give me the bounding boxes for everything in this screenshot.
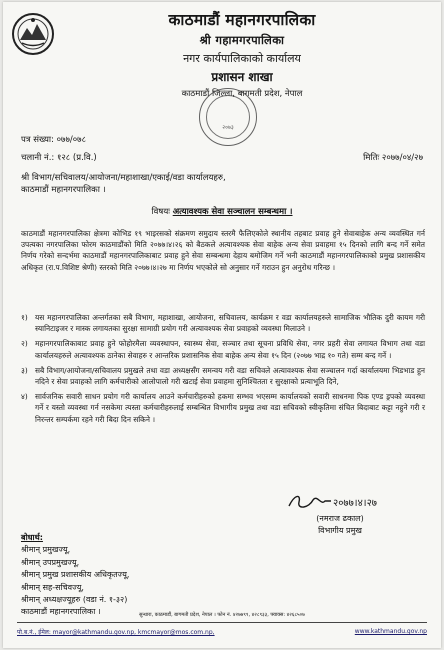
- cc-item: श्रीमान् प्रमुख प्रशासकीय अधिकृतज्यू,: [21, 570, 130, 580]
- cc-item: श्रीमान् अध्यक्षज्यूहरु (वडा नं. १-३२): [21, 595, 128, 605]
- signature-block: [285, 492, 395, 536]
- list-item-text: यस महानगरपालिका अन्तर्गतका सबै विभाग, महाशाखा, आयोजना, सचिवालय, कार्यक्रम र वडा कार्यालयहरुले सामाजिक भौतिक दुरी कायम गरी स्यानिटाइजर र मास्क लगायतका सुरक्षा सामाग्री प्रयोग गरी अत्यावश्यक सेवा प्रवाहको व्यवस्था मिलाउने ।: [35, 313, 425, 334]
- footer-website-link[interactable]: www.kathmandu.gov.np: [354, 628, 427, 635]
- signature-scrawl: [285, 492, 395, 512]
- list-item-text: सबै विभाग/आयोजना/सचिवालय प्रमुखले तथा वडा अध्यक्षसँग समन्वय गरी वडा सचिवले अत्यावश्यक सेवा सञ्चालन गर्दा कार्यालयमा भिडभाड हुन नदिने र सेवा प्रवाहको लागि कर्मचारीको आलोपालो गरी खटाई सेवा प्रवाहमा सुनिश्चितता र सुरक्षाको प्रत्याभूति दिने,: [35, 365, 425, 387]
- cc-item: श्रीमान् उपप्रमुखज्यू,: [21, 557, 80, 567]
- footer-email-link[interactable]: पो.ब.नं., ईमेल: mayor@kathmandu.gov.np, kmcmayor@mos.com.np,: [17, 629, 215, 636]
- letter-page: [3, 2, 441, 648]
- cc-item: श्रीमान् सह-सचिवज्यू,: [21, 582, 84, 592]
- cc-title: बोधार्थ:: [21, 533, 43, 542]
- addressee-block: [21, 172, 226, 196]
- list-item: [21, 365, 425, 387]
- cc-item: काठमाडौं महानगरपालिका ।: [21, 607, 101, 617]
- list-item-number: २): [21, 339, 28, 349]
- dispatch-number: चलानी नं.: १२८ (प्र.वि.): [21, 153, 97, 163]
- subject-line: [3, 206, 441, 217]
- footer-divider: [17, 622, 427, 623]
- letter-date: मितिः २०७७/०४/२७: [363, 153, 423, 163]
- addressee-line: काठमाडौं महानगरपालिका ।: [21, 185, 106, 195]
- office-seal: [199, 88, 257, 146]
- signatory-designation: विभागीय प्रमुख: [318, 526, 362, 535]
- body-paragraph: काठमाडौं महानगरपालिका क्षेत्रमा कोभिड १९ भाइरसको संक्रमण समुदाय स्तरमै फैलिएकोले स्थानीय तहबाट प्रवाह हुने सेवाबाहेक अन्य व्यवस्थित गर्न उपत्यका नगरपालिका फोरम काठमाडौंको मिति २०७७।४।२६ को बैठकले अत्यावश्यक सेवा बाहेक अन्य सेवा प्रवाहमा १५ दिनको लागि बन्द गर्ने समेत निर्णय गरेको सन्दर्भमा काठमाडौं महानगरपालिकाबाट प्रवाह हुने सेवा सम्बन्धमा देहाय बमोजिम गर्ने भनी काठमाडौं महानगरपालिकाको प्रमुख प्रशासकीय अधिकृत (रा.प.विशिष्ट श्रेणी) स्तरको मिति २०७७।४।२७ मा निर्णय भएकोले सो अनुसार गर्ने गराउन हुन अनुरोध गरिन्छ ।: [21, 229, 425, 272]
- branch-name: प्रशासन शाखा: [211, 70, 273, 84]
- letterhead: [63, 8, 421, 99]
- cc-block: [21, 532, 129, 619]
- list-item-number: ३): [21, 365, 28, 375]
- instruction-list: [21, 312, 425, 429]
- subject-text: अत्यावश्यक सेवा सञ्चालन सम्बन्धमा ।: [172, 207, 293, 217]
- list-item-number: १): [21, 313, 28, 322]
- list-item-number: ४): [21, 392, 28, 402]
- kmc-emblem-logo: [11, 12, 55, 56]
- cc-item: श्रीमान् प्रमुखज्यू,: [21, 545, 71, 555]
- org-name: काठमाडौं महानगरपालिका: [168, 10, 316, 29]
- signatory-name: (नमराज ढकाल): [316, 514, 364, 523]
- seal-year: २०७३: [222, 125, 234, 131]
- office-name: नगर कार्यपालिकाको कार्यालय: [183, 52, 301, 65]
- list-item-text: महानगरपालिकाबाट प्रवाह हुने फोहोरमैला व्यवस्थापन, स्वास्थ्य सेवा, सञ्चार तथा सूचना प्रविधि सेवा, नगर प्रहरी सेवा लगायत विभाग तथा वडा कार्यालयहरुले अत्यावश्यक ठानेका सेवाहरु र आन्तरिक प्रशासनिक सेवा बाहेक अन्य सेवा १५ दिन (२०७७ भाद्र १० गते) सम्म बन्द गर्ने ।: [35, 339, 425, 360]
- list-item: [21, 391, 425, 425]
- addressee-line: श्री विभाग/सचिवालय/आयोजना/महाशाखा/एकाई/वडा कार्यालयहरु,: [21, 173, 226, 183]
- stamp-overprint: श्री गहामगरपालिका: [199, 33, 285, 47]
- subject-label: विषयः: [151, 207, 170, 217]
- list-item-text: सार्वजनिक सवारी साधन प्रयोग गरी कार्यालय आउने कर्मचारीहरुको हकमा सम्भव भएसम्म कार्यालयको सवारी साधनमा पिक एण्ड ड्रपको व्यवस्था गर्ने र यस्तो व्यवस्था गर्न नसकेमा त्यस्ता कर्मचारीहरुलाई सम्बन्धित विभागीय प्रमुख तथा वडा सचिवको स्वीकृतिमा संचित बिदाबाट कट्टा नहुने गरी र निरन्तर सम्पर्कमा रहने गरी बिदा दिन सकिने ।: [35, 392, 425, 424]
- list-item: [21, 338, 425, 360]
- list-item: [21, 312, 425, 334]
- footer-contacts: [17, 628, 427, 636]
- office-address: काठमाडौं जिल्ला, बागमती प्रदेश, नेपाल: [181, 89, 303, 99]
- letter-number: पत्र संख्या: ०७७/०७८: [21, 135, 87, 145]
- signature-date: २०७७।४।२७: [333, 498, 377, 509]
- footer-address: सुन्धारा, काठमाडौं, बागमती प्रदेश, नेपाल । फोन नं. ४२७७९९, ४२८९३३, फ्याक्स: ४२६८५०७: [139, 612, 305, 618]
- seal-ring: [206, 95, 250, 139]
